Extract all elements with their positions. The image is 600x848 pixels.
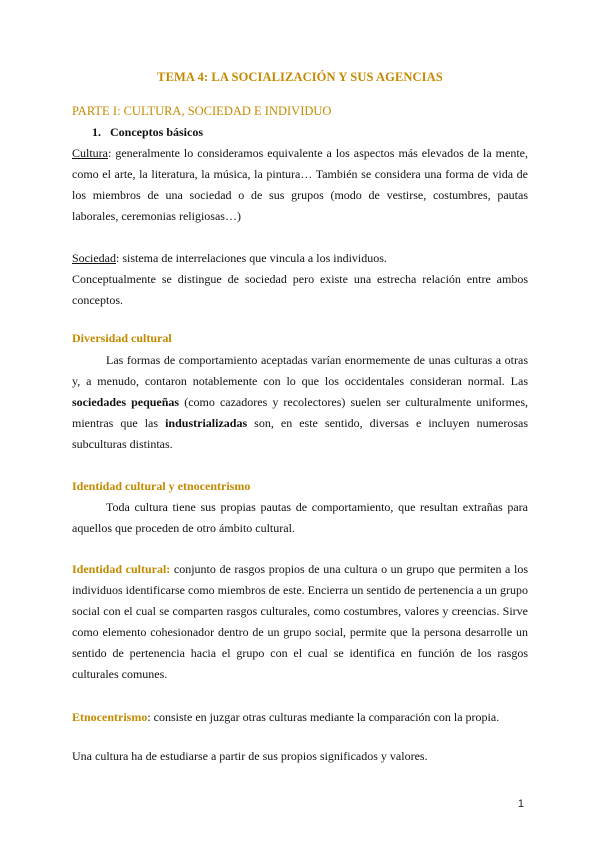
part-heading: PARTE I: CULTURA, SOCIEDAD E INDIVIDUO <box>72 104 332 118</box>
sociedad-note: Conceptualmente se distingue de sociedad pero existe una estrecha relación entre ambos conceptos. <box>72 272 528 307</box>
closing-sentence: Una cultura ha de estudiarse a partir de sus propios significados y valores. <box>72 749 428 763</box>
sociedad-definition: : sistema de interrelaciones que vincula a los individuos. <box>116 251 387 265</box>
diversidad-bold-2: industrializadas <box>165 416 248 430</box>
sociedad-line <box>72 248 528 269</box>
etnocentrismo-term: Etnocentrismo <box>72 710 148 724</box>
cultura-paragraph <box>72 143 528 227</box>
identidad-cultural-definition: conjunto de rasgos propios de una cultura o un grupo que permiten a los individuos identificarse como miembros de este. Encierra un sentido de pertenencia a un grupo social con el cual se comparten rasgos culturales, como costumbres, valores y creencias. Sirve como elemento cohesionador dentro de un grupo social, permite que la persona desarrolle un sentido de pertenencia hacia el grupo con el cual se identifica en función de los rasgos culturales comunes. <box>72 562 528 681</box>
section-label: Conceptos básicos <box>110 125 204 139</box>
identidad-cultural-term: Identidad cultural: <box>72 562 171 576</box>
identidad-cultural-paragraph <box>72 559 528 685</box>
diversidad-paragraph <box>72 350 528 455</box>
page-number: 1 <box>517 798 524 810</box>
etnocentrismo-paragraph <box>72 707 528 728</box>
diversidad-heading: Diversidad cultural <box>72 331 172 345</box>
cultura-term: Cultura <box>72 146 108 160</box>
cultura-definition: : generalmente lo consideramos equivalente a los aspectos más elevados de la mente, como el arte, la literatura, la música, la pintura… También se considera una forma de vida de los miembros de una sociedad o de sus grupos (modo de vestirse, costumbres, pautas laborales, ceremonias religiosas…) <box>72 146 528 223</box>
identidad-heading: Identidad cultural y etnocentrismo <box>72 479 251 493</box>
diversidad-text-2: (como cazadores y recolectores) suelen ser culturalmente uniformes, mientras que las <box>72 395 528 430</box>
sociedad-paragraph <box>72 248 528 311</box>
identidad-paragraph: Toda cultura tiene sus propias pautas de comportamiento, que resultan extrañas para aquellos que proceden de otro ámbito cultural. <box>72 500 528 535</box>
etnocentrismo-definition: : consiste en juzgar otras culturas mediante la comparación con la propia. <box>147 710 500 724</box>
section-heading <box>92 125 203 140</box>
section-number: 1. <box>92 125 101 139</box>
diversidad-bold-1: sociedades pequeñas <box>72 395 180 409</box>
diversidad-text-1: Las formas de comportamiento aceptadas varían enormemente de unas culturas a otras y, a menudo, contaron notablemente con lo que los occidentales consideran normal. Las <box>72 353 528 388</box>
document-title: TEMA 4: LA SOCIALIZACIÓN Y SUS AGENCIAS <box>157 70 443 84</box>
sociedad-term: Sociedad <box>72 251 116 265</box>
diversidad-text-3: son, en este sentido, diversas e incluyen numerosas subculturas distintas. <box>72 416 529 451</box>
